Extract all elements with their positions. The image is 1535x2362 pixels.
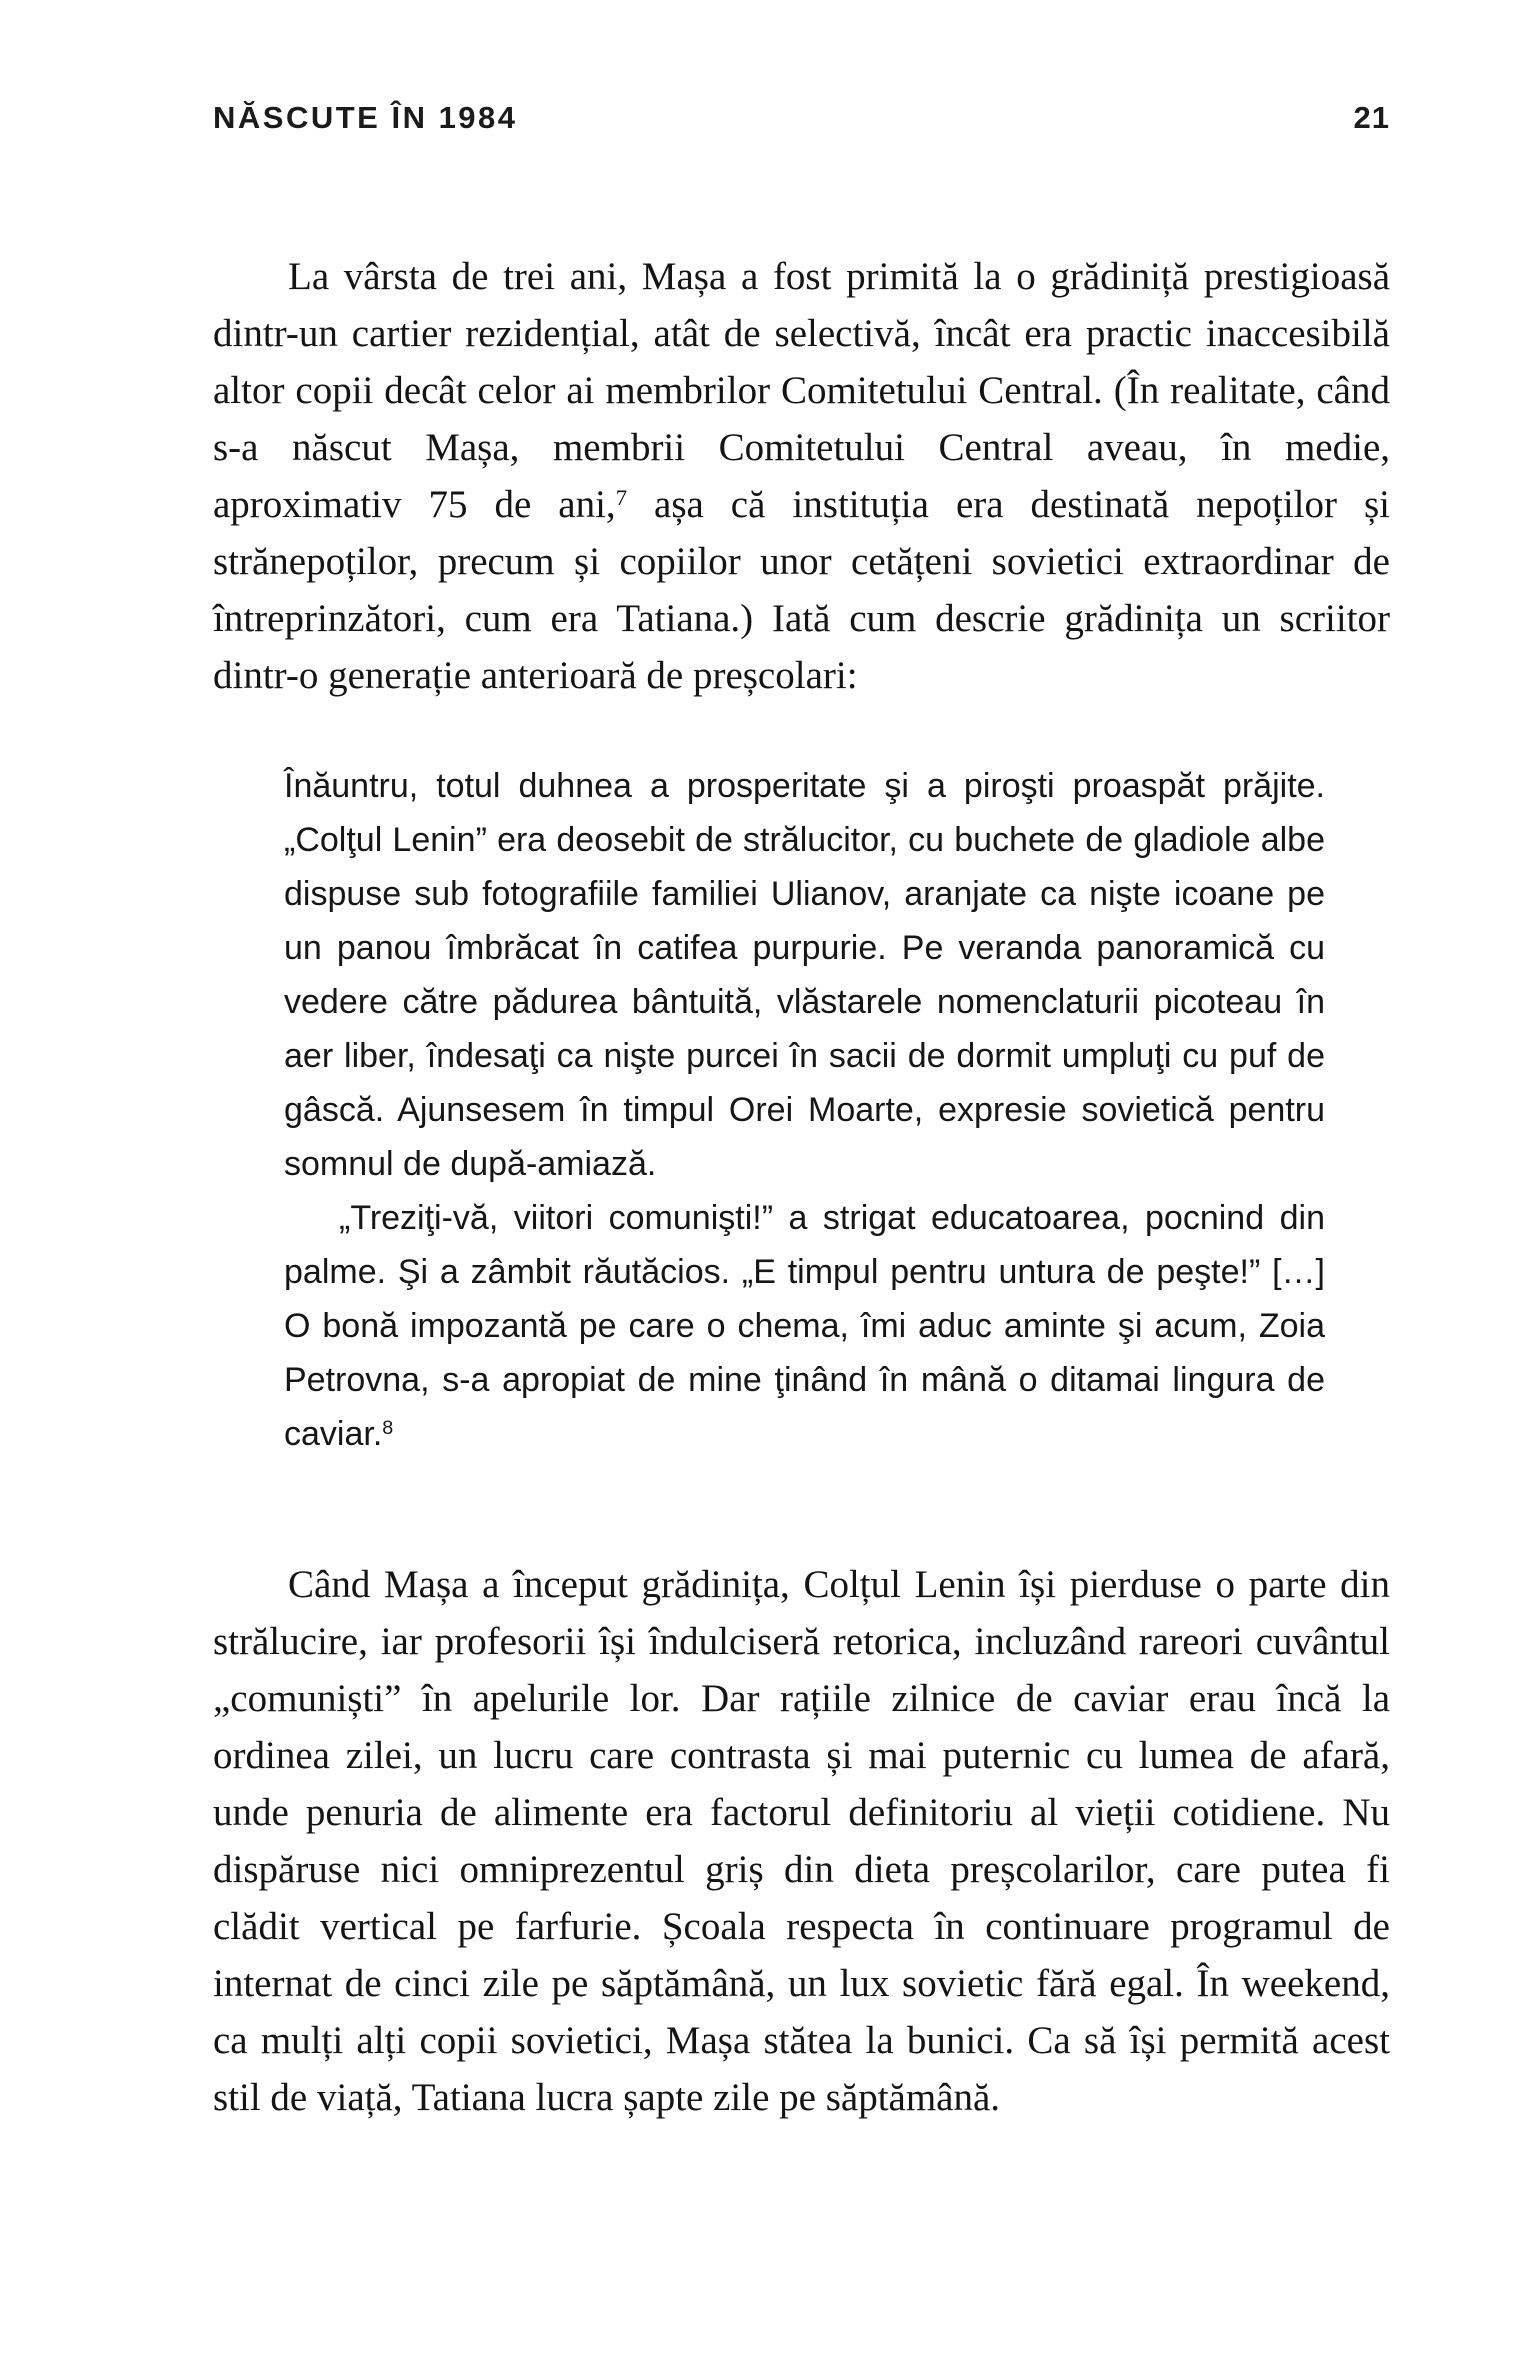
quote-paragraph-2 xyxy=(284,1191,1325,1461)
footnote-ref-7: 7 xyxy=(615,484,627,510)
quote-paragraph-1: Înăuntru, totul duhnea a prosperitate şi a piroşti proaspăt prăjite. „Colţul Lenin” era deosebit de strălucitor, cu buchete de gladiole albe dispuse sub fotografiile familiei Ulianov, aranjate ca nişte icoane pe un panou îmbrăcat în catifea purpurie. Pe veranda panoramică cu vedere către pădurea bântuită, vlăstarele nomenclaturii picoteau în aer liber, îndesaţi ca nişte purcei în sacii de dormit umpluţi cu puf de gâscă. Ajunsesem în timpul Orei Moarte, expresie sovietică pentru somnul de după-amiază. xyxy=(284,767,1325,1183)
page-content xyxy=(0,248,1535,2126)
quote-paragraph-2-text: „Treziţi-vă, viitori comunişti!” a strigat educatoarea, pocnind din palme. Şi a zâmbit răutăcios. „E timpul pentru untura de peşte!” […] O bonă impozantă pe care o chema, îmi aduc aminte şi acum, Zoia Petrovna, s-a apropiat de mine ţinând în mână o ditamai lingura de caviar. xyxy=(284,1199,1325,1453)
running-header xyxy=(0,0,1535,133)
block-quote xyxy=(284,759,1325,1461)
closing-paragraph: Când Mașa a început grădinița, Colțul Lenin își pierduse o parte din strălucire, iar profesorii își îndulciseră retorica, incluzând rareori cuvântul „comuniști” în apelurile lor. Dar rațiile zilnice de caviar erau încă la ordinea zilei, un lucru care contrasta și mai puternic cu lumea de afară, unde penuria de alimente era factorul definitoriu al vieții cotidiene. Nu dispăruse nici omniprezentul griș din dieta preșcolarilor, care putea fi clădit vertical pe farfurie. Școala respecta în continuare programul de internat de cinci zile pe săptămână, un lux sovietic fără egal. În weekend, ca mulți alți copii sovietici, Mașa stătea la bunici. Ca să își permită acest stil de viață, Tatiana lucra șapte zile pe săptămână. xyxy=(213,1563,1390,2119)
running-title: NĂSCUTE ÎN 1984 xyxy=(213,100,518,135)
intro-paragraph xyxy=(213,248,1390,704)
intro-paragraph-text-before-footnote: La vârsta de trei ani, Mașa a fost primită la o grădiniță prestigioasă dintr-un cartier rezidențial, atât de selectivă, încât era practic inaccesibilă altor copii decât celor ai membrilor Comitetului Central. (În realitate, când s-a născut Mașa, membrii Comitetului Central aveau, în medie, aproximativ 75 de ani, xyxy=(213,255,1390,526)
footnote-ref-8: 8 xyxy=(382,1417,394,1440)
page-number: 21 xyxy=(1353,100,1390,135)
intro-paragraph-text-after-footnote: așa că instituția era destinată nepoților și strănepoților, precum și copiilor unor cetățeni sovietici extraordinar de întreprinzători, cum era Tatiana.) Iată cum descrie grădinița un scriitor dintr-o generație anterioară de preșcolari: xyxy=(213,483,1390,697)
